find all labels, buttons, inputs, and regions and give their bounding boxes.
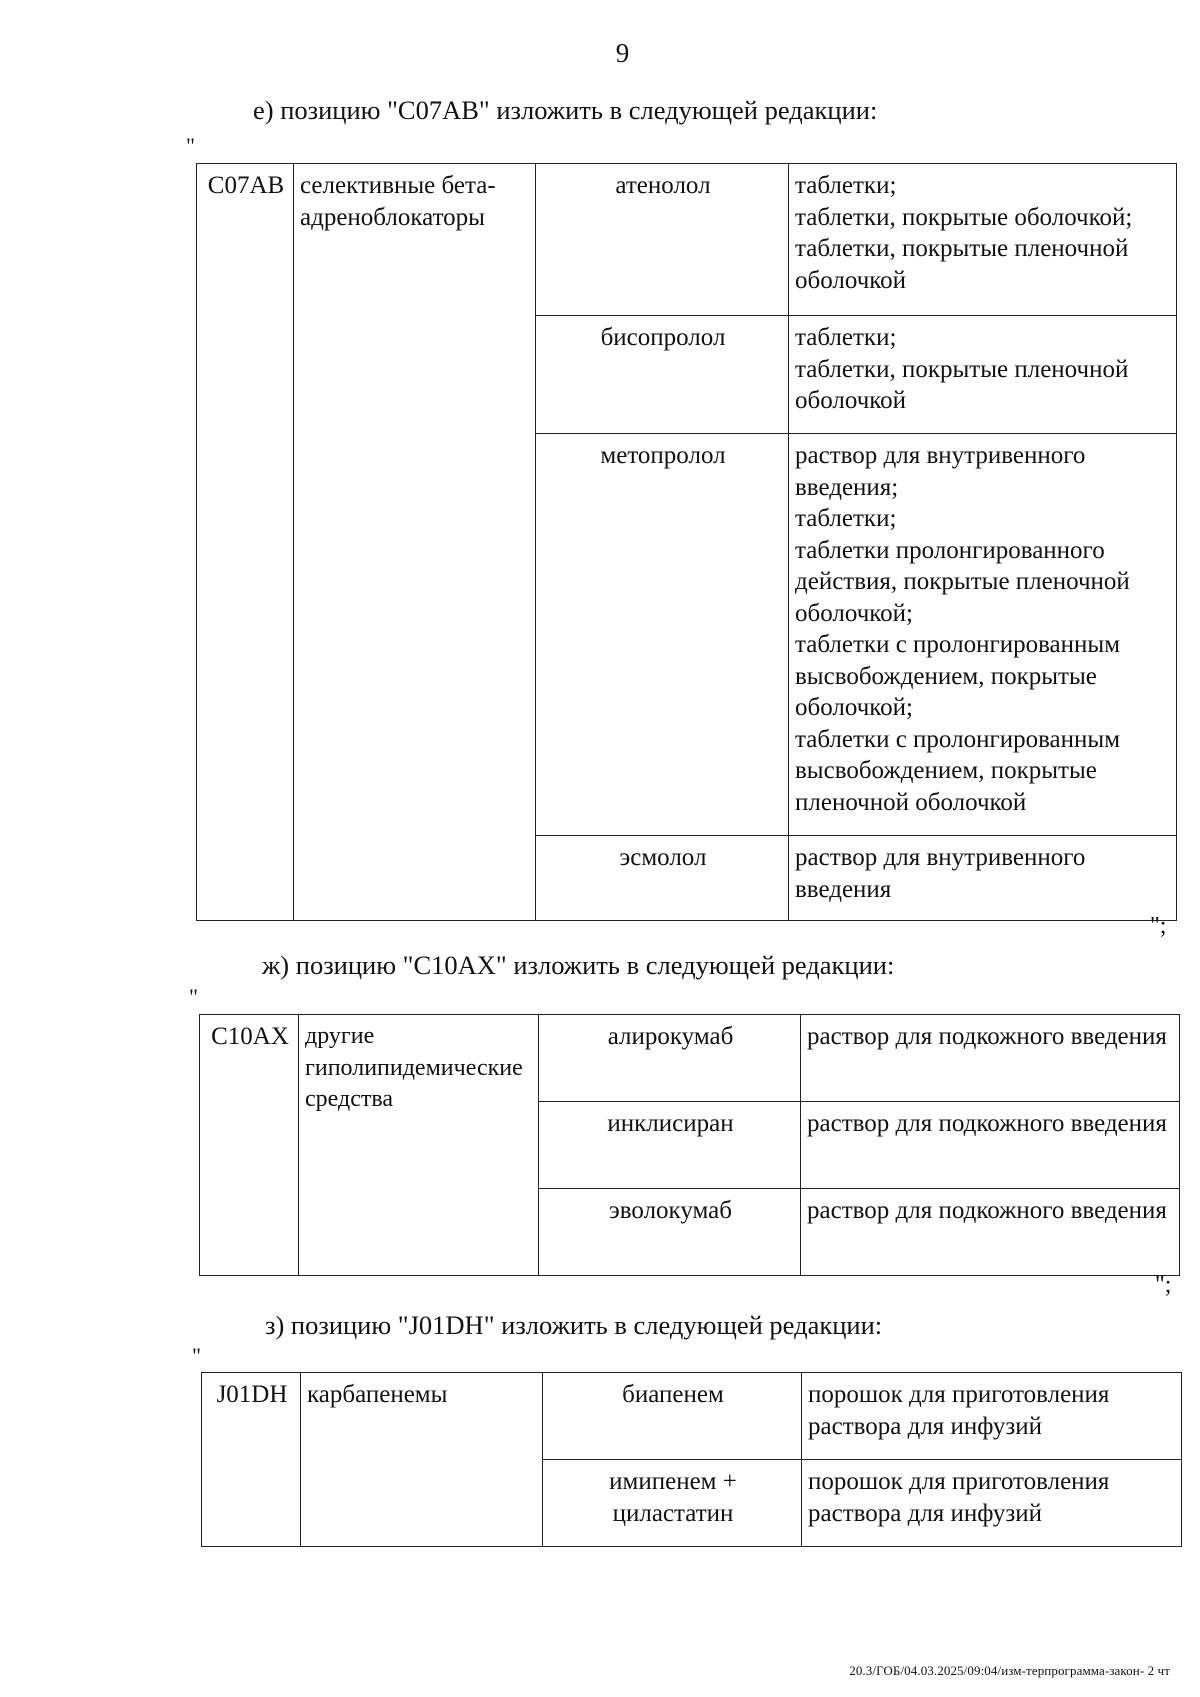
dosage-forms-cell [801,1102,1180,1189]
dosage-form-line: порошок для приготовления раствора для инфузий [808,1468,1110,1527]
closing-quote-mark: "; [1150,913,1167,939]
dosage-form-line: раствор для внутривенного введения [795,844,1086,903]
pharm-group-cell: селективные бета-адреноблокаторы [294,164,536,921]
section-heading-z: з) позицию "J01DH" изложить в следующей редакции: [265,1310,883,1340]
position-table-j01dh [201,1372,1182,1547]
document-footer-code: 20.3/ГОБ/04.03.2025/09:04/изм-терпрограмма-закон- 2 чт [849,1663,1170,1678]
opening-quote-mark: " [192,1343,201,1368]
dosage-forms-cell [802,1373,1182,1460]
drug-name-cell: метопролол [536,434,789,836]
pharm-group-cell: другие гиполипидемические средства [299,1015,539,1276]
dosage-forms-cell [789,316,1177,434]
atc-code-cell: J01DH [202,1373,301,1547]
position-table-c10ax [199,1014,1180,1276]
closing-quote-mark: "; [1155,1272,1172,1298]
dosage-forms-cell [801,1189,1180,1276]
drug-name-cell: инклисиран [539,1102,801,1189]
drug-name-cell: биапенем [543,1373,802,1460]
dosage-forms-cell [789,836,1177,921]
dosage-form-line: таблетки; [795,324,897,351]
dosage-form-line: таблетки пролонгированного действия, покрытые пленочной оболочкой; [795,536,1130,627]
dosage-form-line: таблетки; [795,172,897,199]
section-heading-zh: ж) позицию "C10AX" изложить в следующей редакции: [262,950,895,980]
drug-name-cell: алирокумаб [539,1015,801,1102]
page-number: 9 [615,38,630,68]
opening-quote-mark: " [189,984,198,1009]
dosage-form-line: таблетки с пролонгированным высвобождением, покрытые оболочкой; [795,631,1121,721]
dosage-form-line: таблетки, покрытые оболочкой; [795,203,1133,231]
drug-name-cell: атенолол [536,164,789,316]
table-row [197,164,1177,316]
dosage-forms-cell [801,1015,1180,1102]
dosage-form-line: раствор для внутривенного введения; [795,442,1086,501]
drug-name-cell: имипенем + циластатин [543,1460,802,1547]
drug-name-cell: бисопролол [536,316,789,434]
dosage-form-line: раствор для подкожного введения [807,1197,1167,1224]
section-heading-e: е) позицию "C07AB" изложить в следующей редакции: [253,95,878,125]
atc-code-cell: C07AB [197,164,294,921]
drug-name-cell: эсмолол [536,836,789,921]
dosage-form-line: раствор для подкожного введения [807,1023,1167,1050]
drug-name-cell: эволокумаб [539,1189,801,1276]
dosage-form-line: раствор для подкожного введения [807,1110,1167,1137]
dosage-form-line: таблетки, покрытые пленочной оболочкой [795,355,1129,414]
pharm-group-cell: карбапенемы [301,1373,543,1547]
dosage-forms-cell [789,164,1177,316]
dosage-forms-cell [802,1460,1182,1547]
position-table-c07ab [196,163,1177,921]
opening-quote-mark: " [186,133,195,158]
table-row [202,1373,1182,1460]
table-row [200,1015,1180,1102]
dosage-form-line: таблетки, покрытые пленочной оболочкой [795,235,1129,294]
dosage-forms-cell [789,434,1177,836]
dosage-form-line: таблетки; [795,505,897,532]
dosage-form-line: порошок для приготовления раствора для инфузий [808,1381,1110,1440]
dosage-form-line: таблетки с пролонгированным высвобождением, покрытые пленочной оболочкой [795,725,1121,816]
atc-code-cell: C10AX [200,1015,299,1276]
